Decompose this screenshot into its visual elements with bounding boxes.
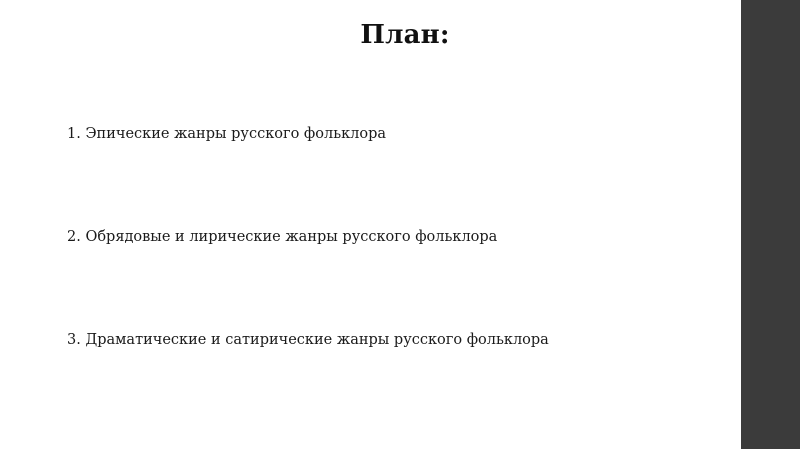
plan-item: 1. Эпические жанры русского фольклора [67,126,387,142]
plan-item: 2. Обрядовые и лирические жанры русского фольклора [67,229,498,245]
slide-title: План: [360,20,450,50]
side-panel [741,0,800,449]
plan-item: 3. Драматические и сатирические жанры русского фольклора [67,332,549,348]
